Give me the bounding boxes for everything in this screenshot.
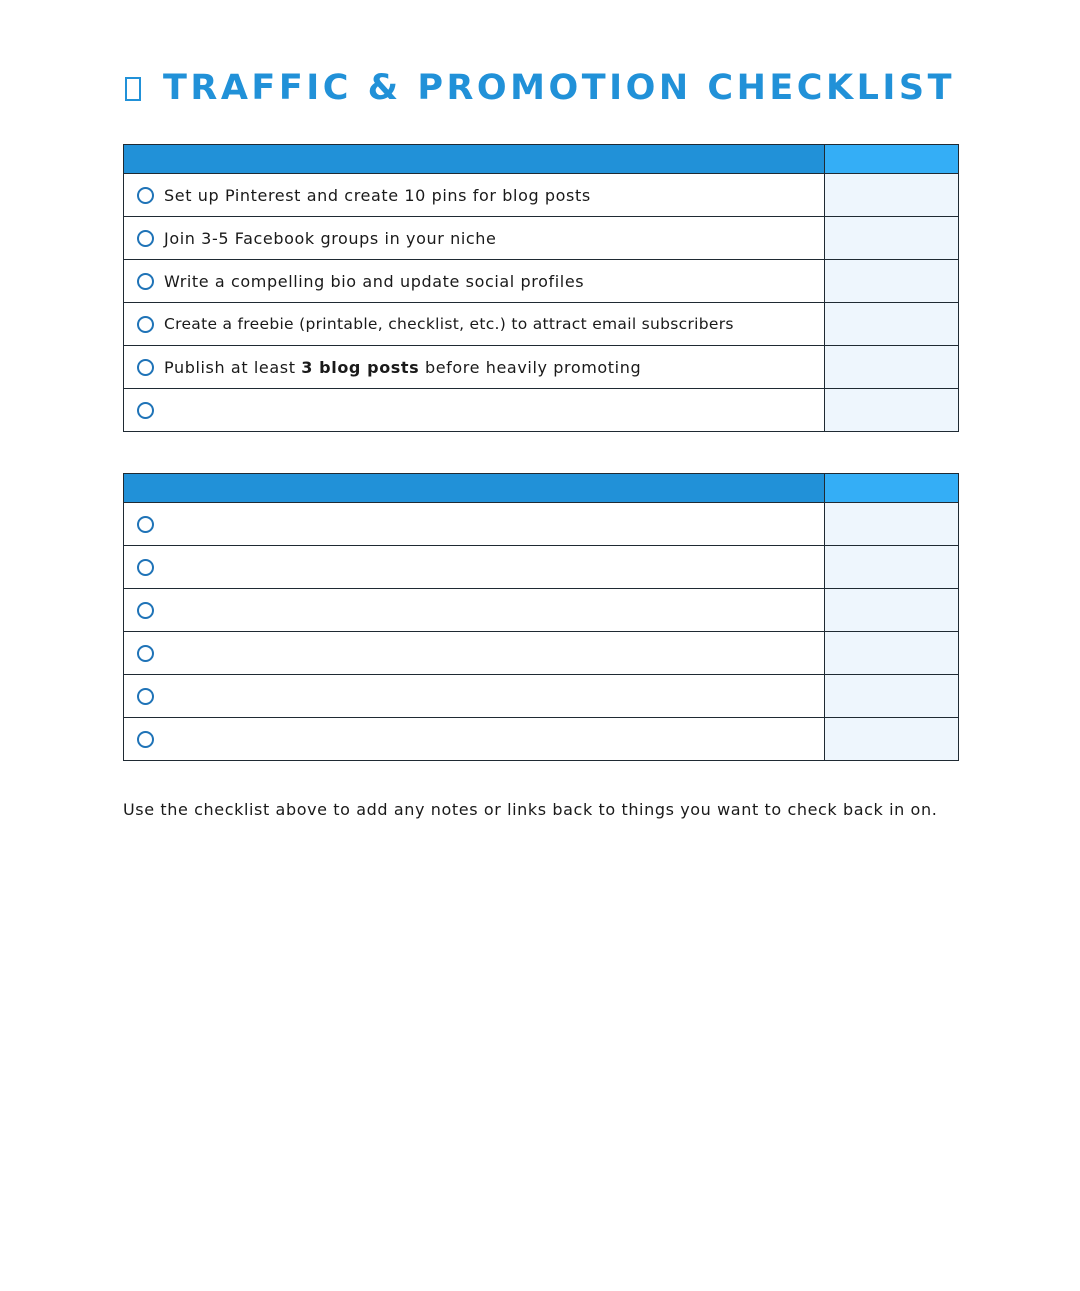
side-cell[interactable] <box>825 389 959 432</box>
checklist-table-2 <box>123 473 959 761</box>
table-row <box>124 389 959 432</box>
side-cell[interactable] <box>825 632 959 675</box>
checkbox-circle-icon[interactable] <box>137 402 154 419</box>
checkbox-circle-icon[interactable] <box>137 187 154 204</box>
checkbox-circle-icon[interactable] <box>137 602 154 619</box>
checkbox-circle-icon[interactable] <box>137 688 154 705</box>
task-text: Set up Pinterest and create 10 pins for blog posts <box>164 185 591 205</box>
checkbox-circle-icon[interactable] <box>137 645 154 662</box>
table-row <box>124 217 959 260</box>
task-cell <box>124 346 825 389</box>
task-cell <box>124 174 825 217</box>
checkbox-circle-icon[interactable] <box>137 230 154 247</box>
table-header-side <box>825 145 959 174</box>
task-text: Create a freebie (printable, checklist, etc.) to attract email subscribers <box>164 315 734 333</box>
task-cell <box>124 260 825 303</box>
table-row <box>124 675 959 718</box>
task-cell <box>124 303 825 346</box>
table-header-main <box>124 474 825 503</box>
side-cell[interactable] <box>825 589 959 632</box>
missing-glyph-icon <box>125 77 141 101</box>
task-cell <box>124 589 825 632</box>
side-cell[interactable] <box>825 503 959 546</box>
task-cell <box>124 675 825 718</box>
task-text: Write a compelling bio and update social profiles <box>164 271 585 291</box>
checkbox-circle-icon[interactable] <box>137 316 154 333</box>
table-header-row <box>124 474 959 503</box>
side-cell[interactable] <box>825 546 959 589</box>
table-row <box>124 632 959 675</box>
checkbox-circle-icon[interactable] <box>137 559 154 576</box>
task-cell <box>124 718 825 761</box>
checkbox-circle-icon[interactable] <box>137 516 154 533</box>
footer-note: Use the checklist above to add any notes or links back to things you want to check back in on. <box>123 800 938 819</box>
task-cell <box>124 389 825 432</box>
table-row <box>124 174 959 217</box>
table-header-row <box>124 145 959 174</box>
table-row <box>124 346 959 389</box>
table-row <box>124 503 959 546</box>
page-title-text: TRAFFIC & PROMOTION CHECKLIST <box>163 68 955 108</box>
task-cell <box>124 503 825 546</box>
table-header-side <box>825 474 959 503</box>
task-cell <box>124 217 825 260</box>
page-title <box>0 68 1080 108</box>
task-cell <box>124 632 825 675</box>
side-cell[interactable] <box>825 718 959 761</box>
side-cell[interactable] <box>825 260 959 303</box>
table-row <box>124 718 959 761</box>
checkbox-circle-icon[interactable] <box>137 273 154 290</box>
side-cell[interactable] <box>825 217 959 260</box>
side-cell[interactable] <box>825 303 959 346</box>
checkbox-circle-icon[interactable] <box>137 359 154 376</box>
side-cell[interactable] <box>825 346 959 389</box>
task-text <box>164 358 641 377</box>
task-text: Join 3-5 Facebook groups in your niche <box>164 228 497 248</box>
side-cell[interactable] <box>825 174 959 217</box>
checkbox-circle-icon[interactable] <box>137 731 154 748</box>
table-row <box>124 303 959 346</box>
checklist-table-1 <box>123 144 959 432</box>
task-cell <box>124 546 825 589</box>
table-row <box>124 546 959 589</box>
task-text-bold: 3 blog posts <box>301 357 420 377</box>
task-text-after: before heavily promoting <box>419 357 642 377</box>
task-text-before: Publish at least <box>164 357 302 377</box>
table-row <box>124 589 959 632</box>
table-header-main <box>124 145 825 174</box>
side-cell[interactable] <box>825 675 959 718</box>
table-row <box>124 260 959 303</box>
